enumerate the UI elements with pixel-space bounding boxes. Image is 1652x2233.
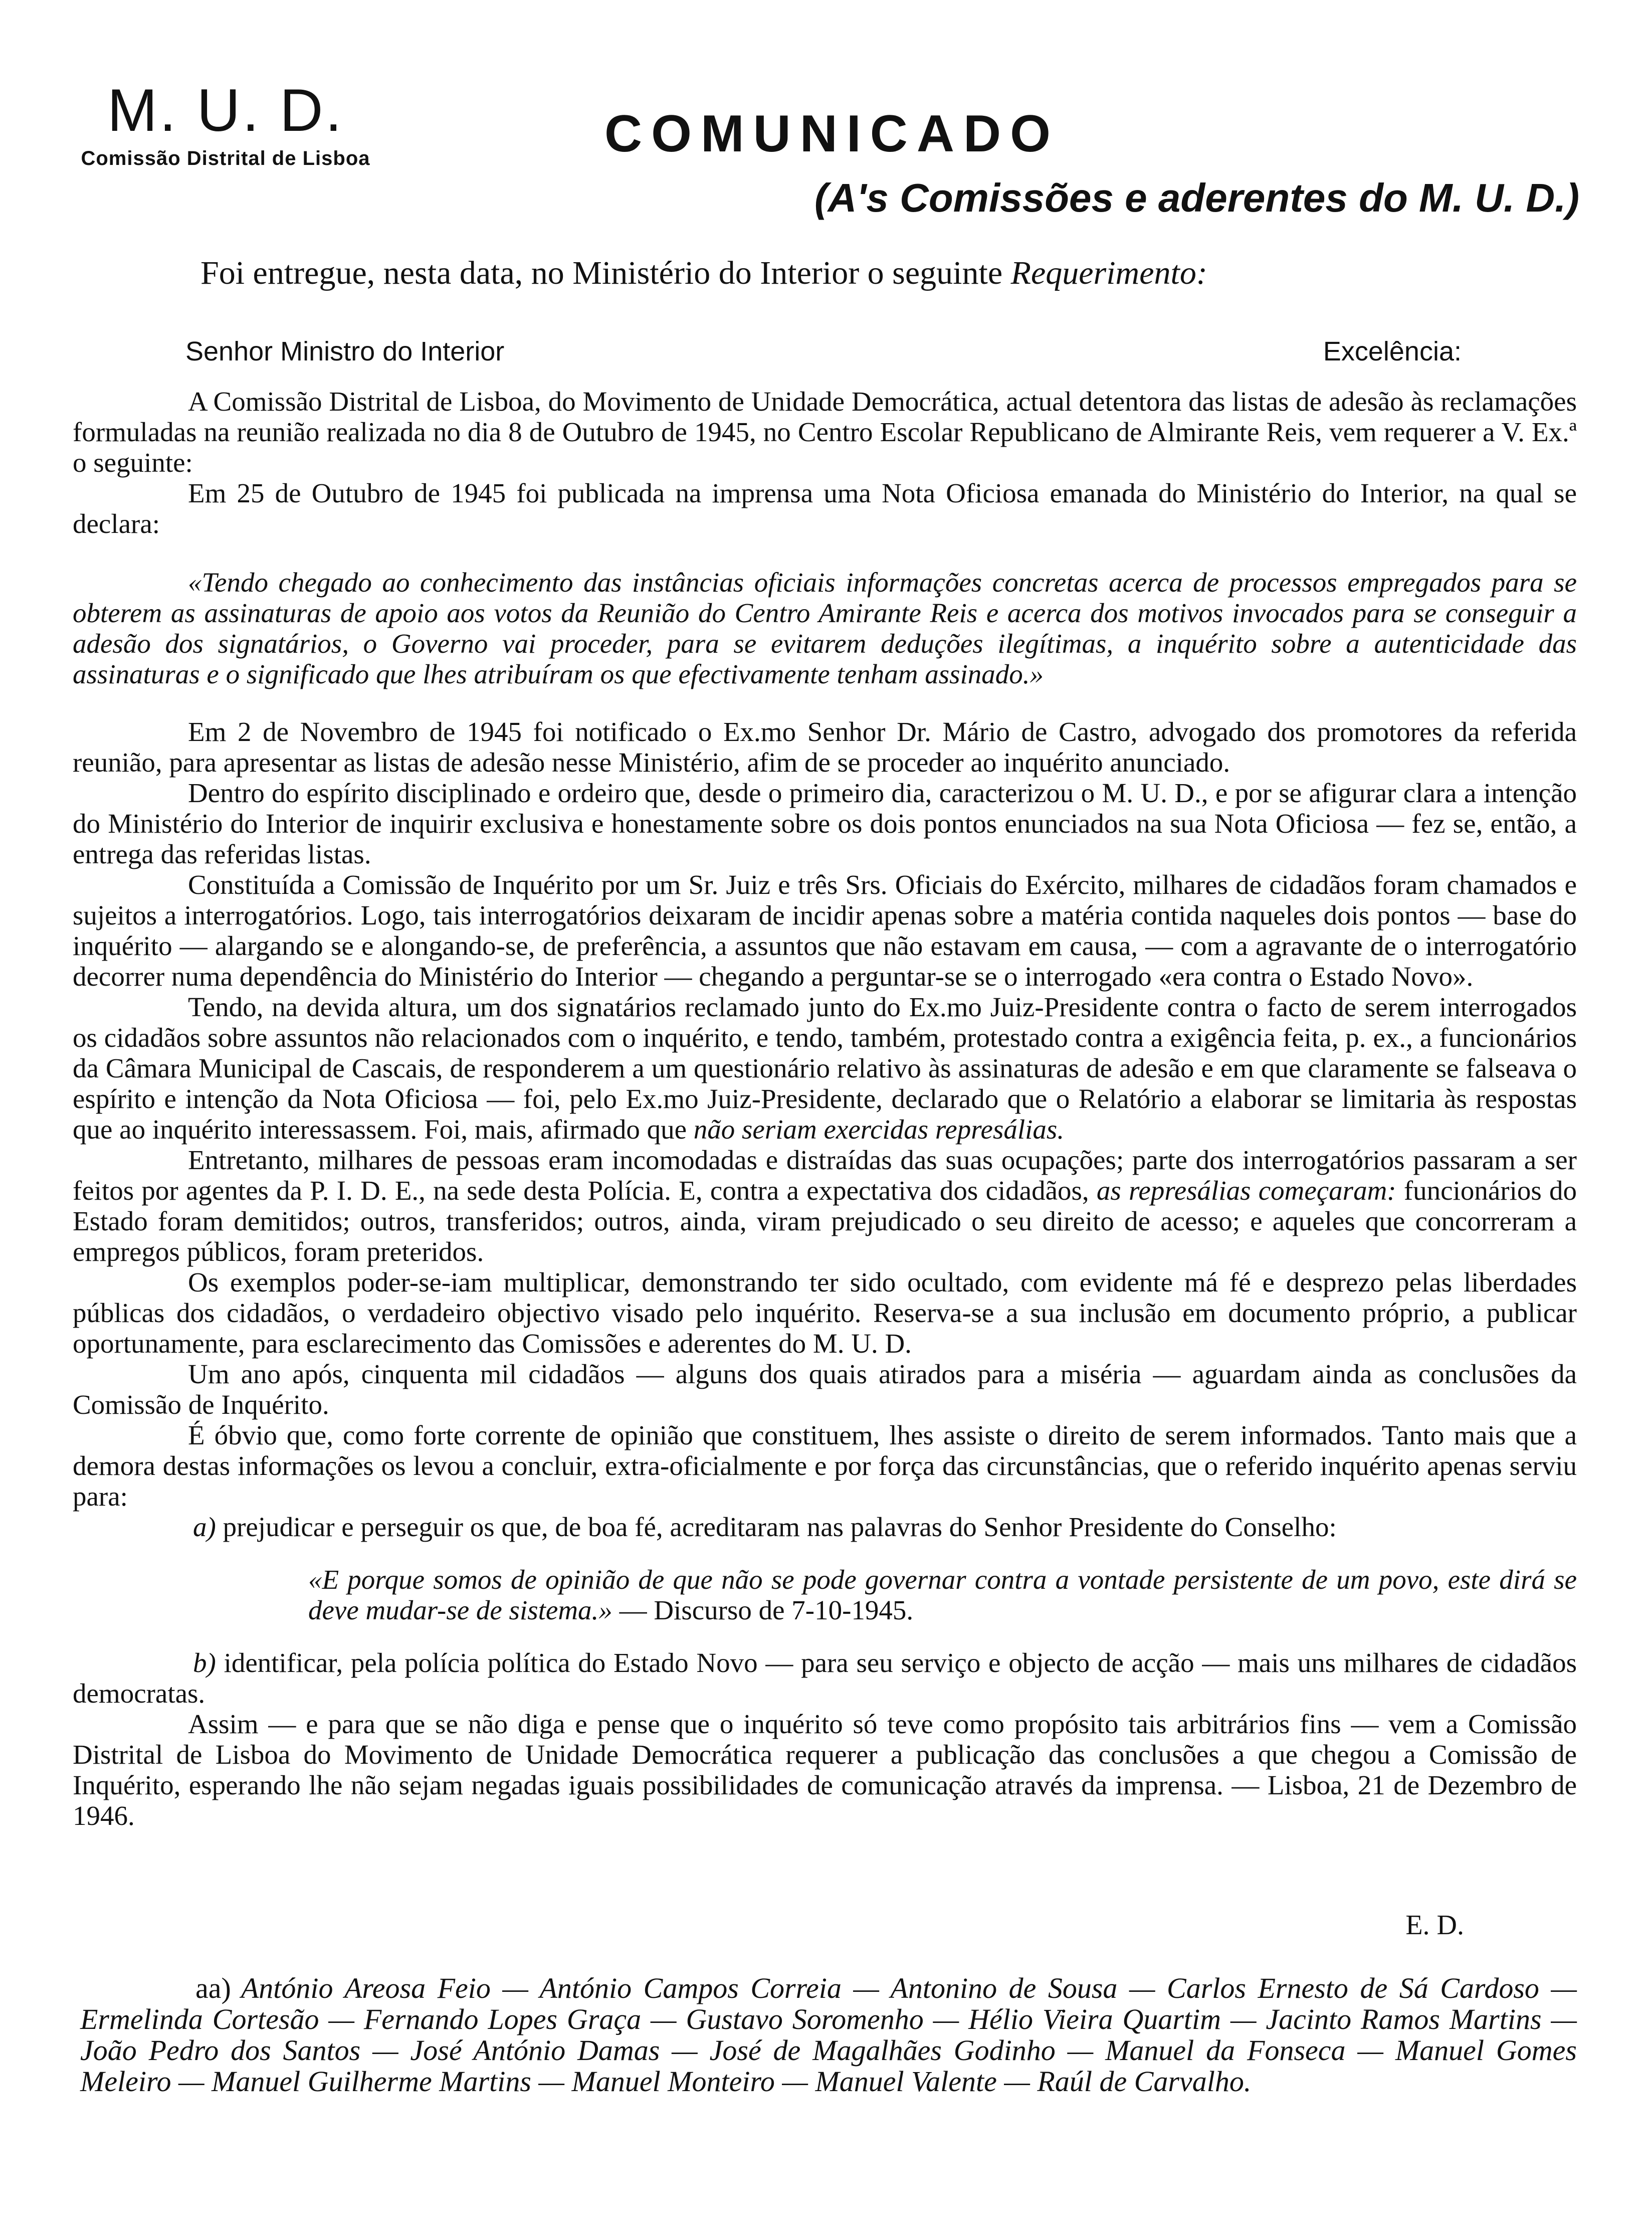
paragraph-text: Tendo, na devida altura, um dos signatários reclamado junto do Ex.mo Juiz-Presidente contra o facto de serem interrogados os cidadãos sobre assuntos não relacionados com o inquérito, e tendo, também, protestado contra a exigência feita, p. ex., a funcionários da Câmara Municipal de Cascais, de responderem a um questionário relativo às assinaturas de adesão e em que claramente se falseava o espírito e intenção da Nota Oficiosa — foi, pelo Ex.mo Juiz-Presidente, declarado que o Relatório a elaborar se limitaria às respostas que ao inquérito interessassem. Foi, mais, afirmado que [73,992,1577,1145]
paragraph: Um ano após, cinquenta mil cidadãos — alguns dos quais atirados para a miséria — aguardam ainda as conclusões da Comissão de Inquérito. [73,1359,1577,1420]
list-item-b [73,1647,1577,1709]
paragraph: Constituída a Comissão de Inquérito por um Sr. Juiz e três Srs. Oficiais do Exército, milhares de cidadãos foram chamados e sujeitos a interrogatórios. Logo, tais interrogatórios deixaram de incidir apenas sobre a matéria contida naqueles dois pontos — base do inquérito — alargando se e alongando-se, de preferência, a assuntos que não estavam em causa, — com a agravante de o interrogatório decorrer numa dependência do Ministério do Interior — chegando a perguntar-se se o interrogado «era contra o Estado Novo». [73,869,1577,992]
signatories [80,1973,1577,2097]
list-item-label: a) [193,1512,216,1542]
paragraph: Os exemplos poder-se-iam multiplicar, demonstrando ter sido ocultado, com evidente má fé e desprezo pelas liberdades públicas dos cidadãos, o verdadeiro objectivo visado pelo inquérito. Reserva-se a sua inclusão em documento próprio, a publicar oportunamente, para esclarecimento das Comissões e aderentes do M. U. D. [73,1267,1577,1359]
salutation [185,336,1462,367]
speech-quote [308,1564,1577,1625]
paragraph-emphasis: as represálias começaram: [1096,1175,1396,1206]
closing-initials: E. D. [1405,1910,1464,1941]
signatories-prefix: aa) [195,1972,231,2004]
paragraph [73,992,1577,1145]
document-title: COMUNICADO [604,105,1060,163]
salutation-recipient: Senhor Ministro do Interior [185,336,505,366]
paragraph [73,1145,1577,1267]
intro-emphasis: Requerimento: [1010,255,1207,291]
document-body [73,386,1577,1831]
official-note-quote: «Tendo chegado ao conhecimento das instâncias oficiais informações concretas acerca de processos empregados para se obterem as assinaturas de apoio aos votos da Reunião do Centro Amirante Reis e acerca dos motivos invocados para se conseguir a adesão dos signatários, o Governo vai proceder, para se evitarem deduções ilegítimas, a inquérito sobre a autenticidade das assinaturas e o significado que lhes atribuíram os que efectivamente tenham assinado.» [73,567,1577,689]
list-item-a [73,1512,1577,1542]
addressee-line: (A's Comissões e aderentes do M. U. D.) [814,175,1579,220]
organization-header [70,77,381,170]
list-item-text: identificar, pela polícia política do Estado Novo — para seu serviço e objecto de acção — mais uns milhares de cidadãos democratas. [73,1647,1577,1709]
paragraph: Assim — e para que se não diga e pense que o inquérito só teve como propósito tais arbitrários fins — vem a Comissão Distrital de Lisboa do Movimento de Unidade Democrática requerer a publicação das conclusões a que chegou a Comissão de Inquérito, esperando lhe não sejam negadas iguais possibilidades de comunicação através da imprensa. — Lisboa, 21 de Dezembro de 1946. [73,1709,1577,1831]
intro-line [200,253,1207,293]
org-subtitle: Comissão Distrital de Lisboa [81,147,370,169]
salutation-greeting: Excelência: [1323,336,1462,366]
speech-quote-text: «E porque somos de opinião de que não se pode governar contra a vontade persistente de um povo, este dirá se deve mudar-se de sistema.» [308,1564,1577,1625]
paragraph-text: funcionários do Estado foram demitidos; outros, transferidos; outros, ainda, viram prejudicado o seu direito de acesso; e aqueles que concorreram a empregos públicos, foram preteridos. [73,1175,1577,1267]
org-abbreviation: M. U. D. [107,77,344,144]
paragraph: Dentro do espírito disciplinado e ordeiro que, desde o primeiro dia, caracterizou o M. U. D., e por se afigurar clara a intenção do Ministério do Interior de inquirir exclusiva e honestamente sobre os dois pontos enunciados na sua Nota Oficiosa — fez se, então, a entrega das referidas listas. [73,778,1577,869]
list-item-text: prejudicar e perseguir os que, de boa fé, acreditaram nas palavras do Senhor Presidente do Conselho: [223,1512,1337,1542]
list-item-label: b) [193,1647,216,1678]
paragraph-emphasis: não seriam exercidas represálias. [693,1114,1065,1145]
paragraph: Em 2 de Novembro de 1945 foi notificado o Ex.mo Senhor Dr. Mário de Castro, advogado dos promotores da referida reunião, para apresentar as listas de adesão nesse Ministério, afim de se proceder ao inquérito anunciado. [73,716,1577,778]
speech-quote-source: — Discurso de 7-10-1945. [619,1595,914,1625]
paragraph: É óbvio que, como forte corrente de opinião que constituem, lhes assiste o direito de serem informados. Tanto mais que a demora destas informações os levou a concluir, extra-oficialmente e por força das circunstâncias, que o referido inquérito apenas serviu para: [73,1420,1577,1512]
intro-text: Foi entregue, nesta data, no Ministério do Interior o seguinte [200,255,1003,291]
paragraph: Em 25 de Outubro de 1945 foi publicada na imprensa uma Nota Oficiosa emanada do Ministério do Interior, na qual se declara: [73,478,1577,539]
paragraph-text: Entretanto, milhares de pessoas eram incomodadas e distraídas das suas ocupações; parte dos interrogatórios passaram a ser feitos por agentes da P. I. D. E., na sede desta Polícia. E, contra a expectativa dos cidadãos, [73,1145,1577,1206]
signatories-names: António Areosa Feio — António Campos Correia — Antonino de Sousa — Carlos Ernesto de Sá Cardoso — Ermelinda Cortesão — Fernando Lopes Graça — Gustavo Soromenho — Hélio Vieira Quartim — Jacinto Ramos Martins — João Pedro dos Santos — José António Damas — José de Magalhães Godinho — Manuel da Fonseca — Manuel Gomes Meleiro — Manuel Guilherme Martins — Manuel Monteiro — Manuel Valente — Raúl de Carvalho. [80,1972,1577,2098]
paragraph: A Comissão Distrital de Lisboa, do Movimento de Unidade Democrática, actual detentora das listas de adesão às reclamações formuladas na reunião realizada no dia 8 de Outubro de 1945, no Centro Escolar Republicano de Almirante Reis, vem requerer a V. Ex.ª o seguinte: [73,386,1577,478]
